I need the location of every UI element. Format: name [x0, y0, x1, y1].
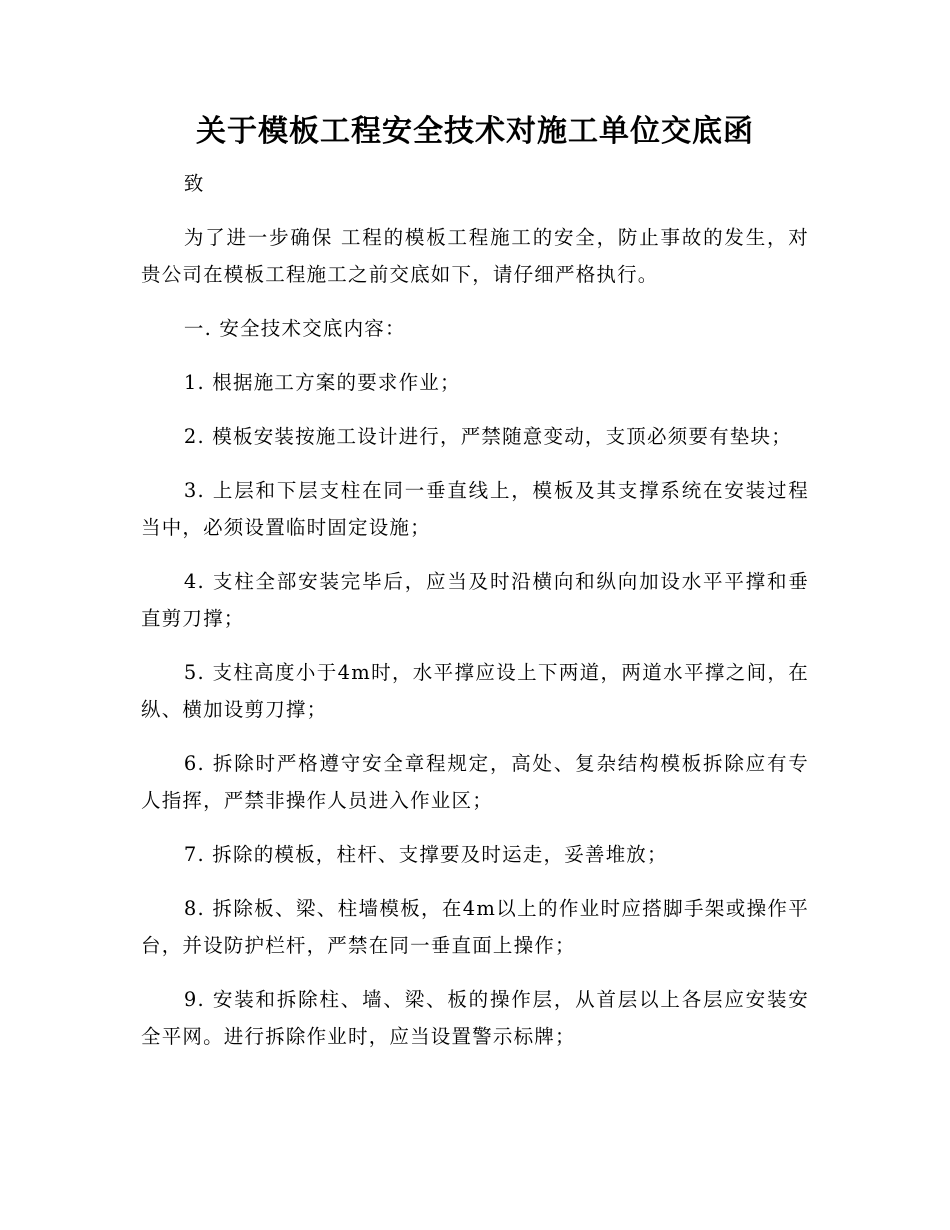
intro-paragraph: 为了进一步确保 工程的模板工程施工的安全，防止事故的发生，对贵公司在模板工程施工之前交底如下，请仔细严格执行。	[141, 226, 809, 286]
document-title: 关于模板工程安全技术对施工单位交底函	[196, 114, 754, 149]
list-item-4: 4. 支柱全部安装完毕后，应当及时沿横向和纵向加设水平平撑和垂直剪刀撑；	[141, 570, 809, 630]
salutation: 致	[183, 172, 205, 195]
list-item-5: 5. 支柱高度小于4m时，水平撑应设上下两道，两道水平撑之间，在纵、横加设剪刀撑；	[141, 661, 809, 721]
list-item-6: 6. 拆除时严格遵守安全章程规定，高处、复杂结构模板拆除应有专人指挥，严禁非操作人员进入作业区；	[141, 752, 809, 812]
list-item-1: 1. 根据施工方案的要求作业；	[183, 371, 461, 394]
list-item-2: 2. 模板安装按施工设计进行，严禁随意变动，支顶必须要有垫块；	[183, 425, 792, 448]
list-item-3: 3. 上层和下层支柱在同一垂直线上，模板及其支撑系统在安装过程当中，必须设置临时固定设施；	[141, 479, 809, 539]
section-heading: 一. 安全技术交底内容：	[183, 317, 406, 340]
list-item-9: 9. 安装和拆除柱、墙、梁、板的操作层，从首层以上各层应安装安全平网。进行拆除作业时，应当设置警示标牌；	[141, 988, 809, 1048]
list-item-8: 8. 拆除板、梁、柱墙模板，在4m以上的作业时应搭脚手架或操作平台，并设防护栏杆，严禁在同一垂直面上操作；	[141, 897, 809, 957]
document-body	[141, 165, 809, 1072]
list-item-7: 7. 拆除的模板，柱杆、支撑要及时运走，妥善堆放；	[183, 843, 668, 866]
